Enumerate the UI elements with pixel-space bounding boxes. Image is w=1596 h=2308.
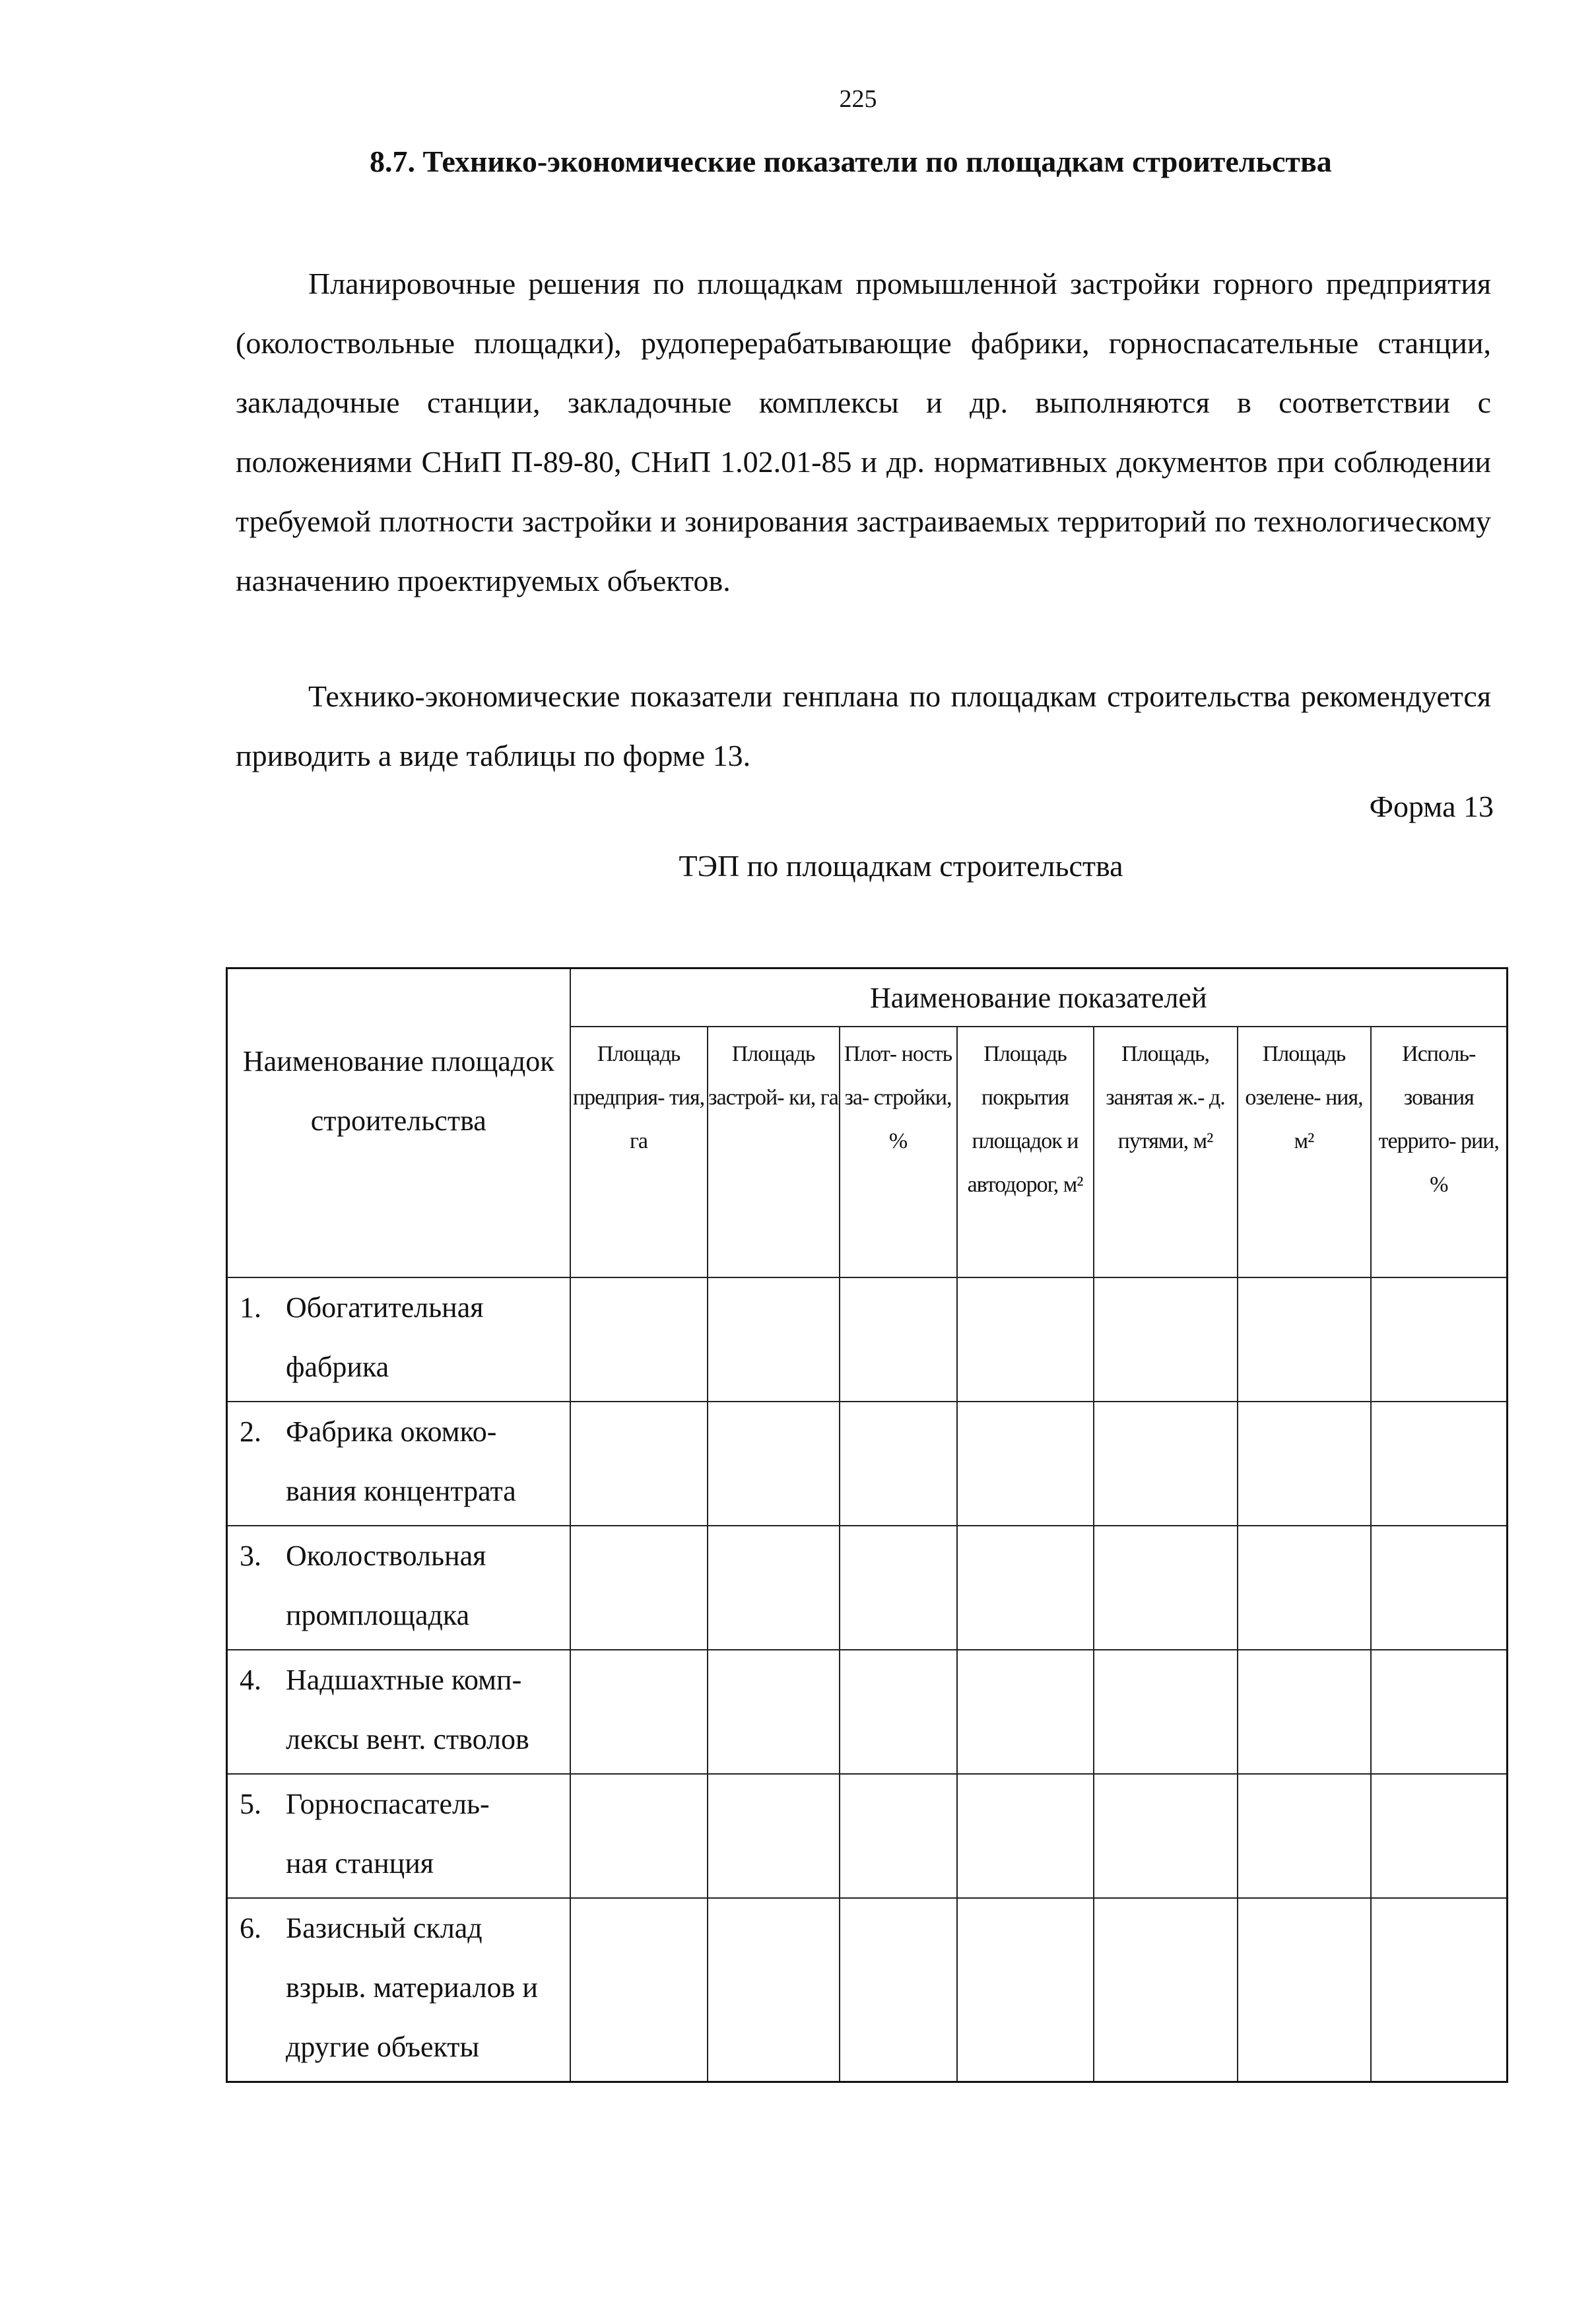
value-cell [957,1277,1094,1402]
value-cell [570,1526,708,1650]
table-row [227,1526,1508,1650]
value-cell [957,1898,1094,2082]
value-cell [840,1402,957,1526]
value-cell [1238,1774,1371,1898]
section-title: 8.7. Технико-экономические показатели по площадкам строительства [370,145,1332,178]
page-number: 225 [839,85,877,113]
column-header-pavement-area: Площадь покрытия площадок и автодорог, м² [957,1027,1094,1277]
site-name-cell [227,1774,570,1898]
site-name-first-line: Надшахтные комп- [286,1664,522,1696]
column-header-building-area: Площадь застрой- ки, га [708,1027,840,1277]
site-name-first-line: Околоствольная [286,1540,486,1572]
value-cell [708,1650,840,1774]
value-cell [1094,1898,1238,2082]
column-header-railway-area: Площадь, занятая ж.- д. путями, м² [1094,1027,1238,1277]
value-cell [957,1402,1094,1526]
value-cell [1371,1774,1508,1898]
value-cell [708,1774,840,1898]
value-cell [957,1650,1094,1774]
value-cell [570,1402,708,1526]
paragraph-planning: Планировочные решения по площадкам промышленной застройки горного предприятия (околоствольные площадки), рудоперерабатывающие фабрики, горноспасательные станции, закладочные станции, закладочные комплексы и др. выполняются в соответствии с положениями СНиП П-89-80, СНиП 1.02.01-85 и др. нормативных документов при соблюдении требуемой плотности застройки и зонирования застраиваемых территорий по технологическому назначению проектируемых объектов. [236,267,1491,597]
value-cell [708,1402,840,1526]
site-name-first-line: Обогатительная [286,1291,484,1324]
site-name-continuation: промплощадка [286,1599,470,1631]
table-header-row-group [227,968,1508,1027]
row-number: 1. [240,1291,261,1324]
table-row [227,1898,1508,2082]
value-cell [1094,1277,1238,1402]
value-cell [1371,1650,1508,1774]
site-name-cell [227,1650,570,1774]
value-cell [570,1898,708,2082]
table-title: ТЭП по площадкам строительства [679,849,1123,883]
value-cell [1371,1526,1508,1650]
value-cell [570,1650,708,1774]
value-cell [1371,1277,1508,1402]
value-cell [708,1277,840,1402]
value-cell [1371,1898,1508,2082]
column-header-greenery-area: Площадь озелене- ния, м² [1238,1027,1371,1277]
site-name-cell [227,1898,570,2082]
value-cell [840,1898,957,2082]
table-row [227,1277,1508,1402]
value-cell [1094,1774,1238,1898]
form-label: Форма 13 [1369,790,1494,823]
value-cell [840,1774,957,1898]
row-number: 2. [240,1415,261,1448]
indicators-table [226,967,1508,2083]
value-cell [1238,1277,1371,1402]
row-number: 3. [240,1540,261,1572]
value-cell [1238,1898,1371,2082]
value-cell [840,1650,957,1774]
value-cell [957,1774,1094,1898]
value-cell [570,1277,708,1402]
site-name-continuation: ная станция [286,1847,434,1880]
value-cell [1238,1402,1371,1526]
value-cell [1094,1526,1238,1650]
site-name-header: Наименование площадок строительства [227,968,570,1278]
site-name-cell [227,1402,570,1526]
site-name-cell [227,1277,570,1402]
table-row [227,1774,1508,1898]
row-number: 4. [240,1664,261,1696]
value-cell [1094,1402,1238,1526]
site-name-continuation: вания концентрата [286,1475,516,1507]
site-name-first-line: Горноспасатель- [286,1788,490,1820]
column-header-building-density: Плот- ность за- стройки, % [840,1027,957,1277]
value-cell [1238,1526,1371,1650]
value-cell [570,1774,708,1898]
value-cell [840,1526,957,1650]
value-cell [708,1526,840,1650]
site-name-first-line: Фабрика окомко- [286,1415,497,1448]
site-name-cell [227,1526,570,1650]
row-number: 5. [240,1788,261,1820]
value-cell [708,1898,840,2082]
site-name-continuation: фабрика [286,1351,389,1383]
value-cell [1094,1650,1238,1774]
table-row [227,1650,1508,1774]
value-cell [1238,1650,1371,1774]
column-header-territory-use: Исполь- зования террито- рии, % [1371,1027,1508,1277]
table-row [227,1402,1508,1526]
column-header-enterprise-area: Площадь предприя- тия, га [570,1027,708,1277]
site-name-continuation: лексы вент. стволов [286,1723,529,1755]
indicators-group-header: Наименование показателей [570,968,1508,1027]
paragraph-indicators: Технико-экономические показатели генплана по площадкам строительства рекомендуется приводить а виде таблицы по форме 13. [236,679,1491,772]
site-name-continuation: взрыв. материалов и другие объекты [286,1971,538,2063]
value-cell [1371,1402,1508,1526]
value-cell [957,1526,1094,1650]
row-number: 6. [240,1912,261,1944]
value-cell [840,1277,957,1402]
site-name-first-line: Базисный склад [286,1912,482,1944]
